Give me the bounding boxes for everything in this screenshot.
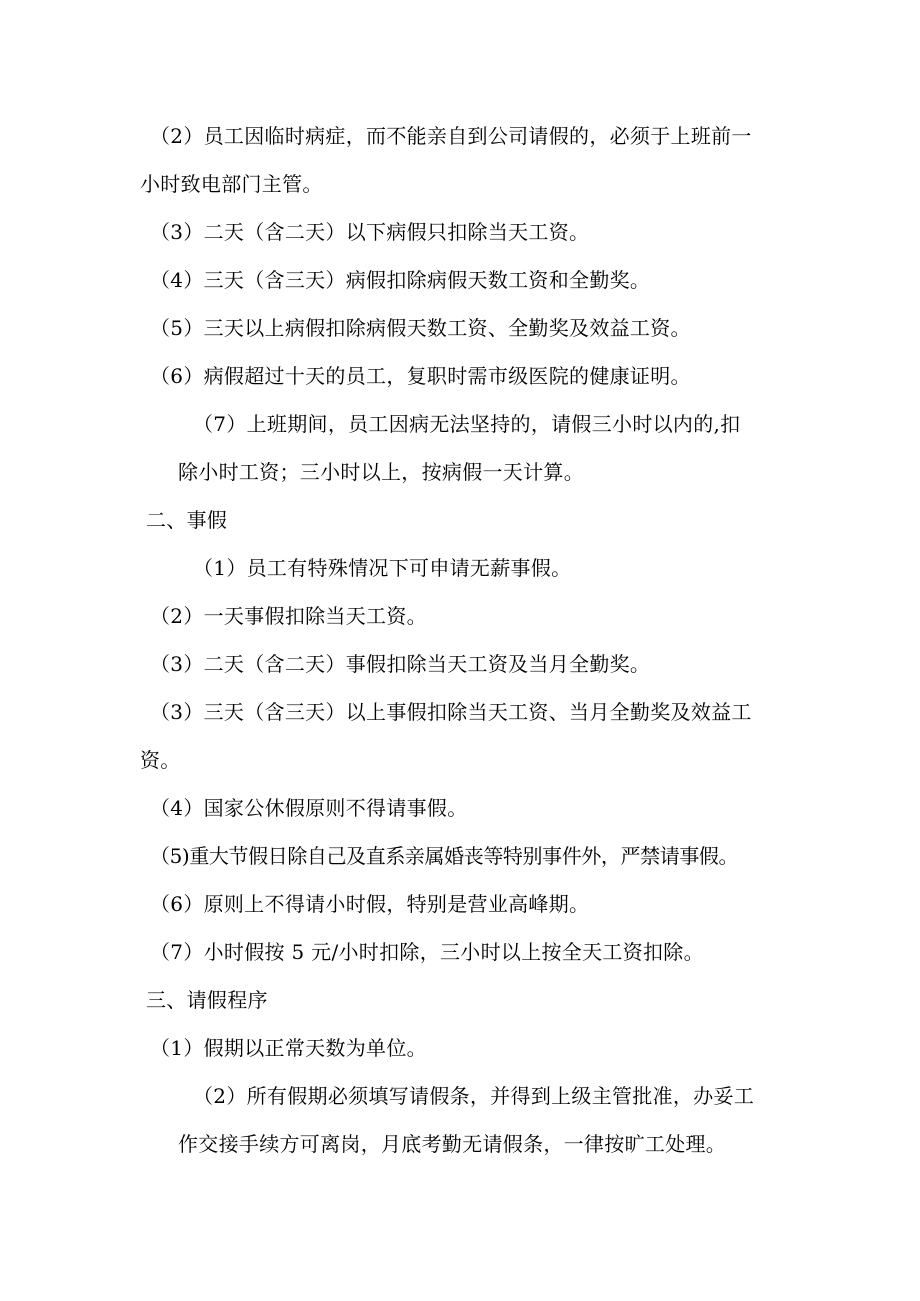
sick-leave-item-2-line-2: 小时致电部门主管。 [140, 172, 323, 196]
procedure-item-2-line-2: 作交接手续方可离岗，月底考勤无请假条，一律按旷工处理。 [178, 1132, 727, 1156]
sick-leave-item-5: （5）三天以上病假扣除病假天数工资、全勤奖及效益工资。 [150, 316, 691, 340]
personal-leave-item-1: （1）员工有特殊情况下可申请无薪事假。 [193, 556, 572, 580]
sick-leave-item-3: （3）二天（含二天）以下病假只扣除当天工资。 [150, 220, 590, 244]
personal-leave-item-3b-line-2: 资。 [140, 748, 181, 772]
personal-leave-item-4: （4）国家公休假原则不得请事假。 [150, 796, 468, 820]
personal-leave-item-7: （7）小时假按 5 元/小时扣除，三小时以上按全天工资扣除。 [150, 940, 704, 964]
sick-leave-item-2-line-1: （2）员工因临时病症，而不能亲自到公司请假的，必须于上班前一 [150, 124, 752, 148]
sick-leave-item-6: （6）病假超过十天的员工，复职时需市级医院的健康证明。 [150, 364, 691, 388]
personal-leave-heading: 二、事假 [146, 508, 228, 532]
procedure-item-2-line-1: （2）所有假期必须填写请假条，并得到上级主管批准，办妥工 [193, 1084, 755, 1108]
sick-leave-item-4: （4）三天（含三天）病假扣除病假天数工资和全勤奖。 [150, 268, 651, 292]
sick-leave-item-7-line-1: （7）上班期间，员工因病无法坚持的，请假三小时以内的,扣 [193, 412, 741, 436]
personal-leave-item-3b-line-1: （3）三天（含三天）以上事假扣除当天工资、当月全勤奖及效益工 [150, 700, 752, 724]
procedure-item-1: （1）假期以正常天数为单位。 [150, 1036, 427, 1060]
personal-leave-item-5: （5)重大节假日除自己及直系亲属婚丧等特别事件外，严禁请事假。 [150, 844, 739, 868]
procedure-heading: 三、请假程序 [146, 988, 268, 1012]
personal-leave-item-2: （2）一天事假扣除当天工资。 [150, 604, 427, 628]
personal-leave-item-6: （6）原则上不得请小时假，特别是营业高峰期。 [150, 892, 590, 916]
personal-leave-item-3a: （3）二天（含二天）事假扣除当天工资及当月全勤奖。 [150, 652, 651, 676]
sick-leave-item-7-line-2: 除小时工资；三小时以上，按病假一天计算。 [178, 460, 584, 484]
